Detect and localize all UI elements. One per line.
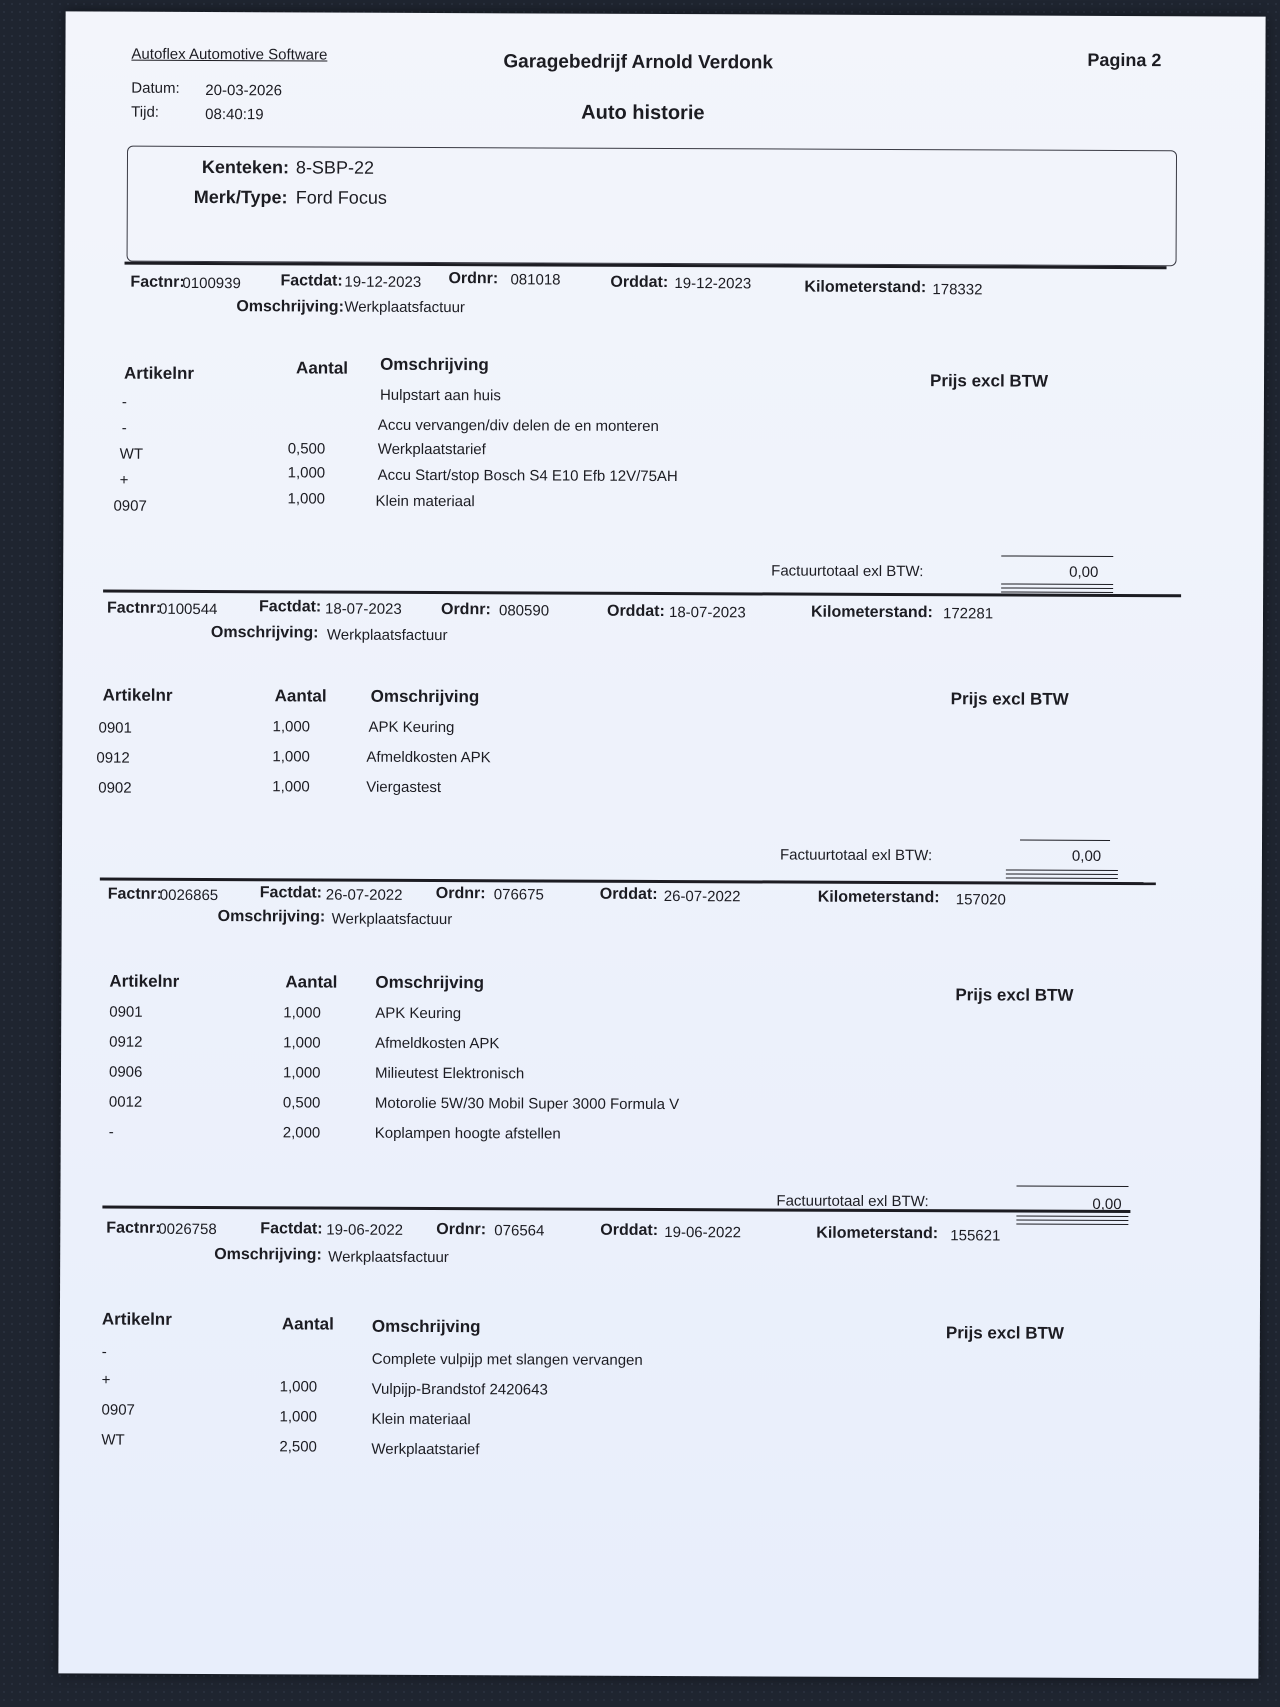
- col-header-omschrijving: Omschrijving: [370, 686, 480, 707]
- ordnr-label: Ordnr:: [435, 885, 486, 903]
- row-quantity: 1,000: [283, 1034, 321, 1052]
- divider: [102, 1206, 1130, 1213]
- row-description: Afmeldkosten APK: [366, 748, 491, 767]
- invoice-date: 26-07-2022: [325, 886, 403, 904]
- col-header-artikelnr: Artikelnr: [102, 685, 173, 705]
- row-artikelnr: 0902: [98, 779, 132, 797]
- date-label: Datum:: [131, 79, 180, 97]
- row-artikelnr: 0012: [108, 1093, 143, 1111]
- row-description: APK Keuring: [368, 718, 455, 737]
- col-header-prijs: Prijs excl BTW: [945, 1323, 1065, 1343]
- factdat-label: Factdat:: [280, 272, 343, 290]
- total-double-rule: [1006, 878, 1118, 879]
- order-number: 081018: [510, 271, 561, 289]
- km-label: Kilometerstand:: [810, 603, 933, 622]
- order-number: 080590: [498, 602, 550, 620]
- invoice-total: 0,00: [1069, 563, 1099, 581]
- row-quantity: 1,000: [279, 1378, 318, 1396]
- total-double-rule: [1001, 583, 1113, 584]
- col-header-prijs: Prijs excl BTW: [955, 985, 1074, 1005]
- garage-name: Garagebedrijf Arnold Verdonk: [503, 51, 774, 74]
- row-description: Koplampen hoogte afstellen: [374, 1124, 561, 1143]
- row-artikelnr: 0906: [108, 1063, 143, 1081]
- printed-report-page: [58, 11, 1265, 1678]
- invoice-total: 0,00: [1071, 847, 1102, 865]
- plate-label: Kenteken:: [201, 156, 290, 178]
- row-quantity: 0,500: [282, 1094, 321, 1112]
- orddat-label: Orddat:: [606, 602, 665, 621]
- col-header-aantal: Aantal: [296, 358, 349, 378]
- order-number: 076564: [494, 1222, 545, 1240]
- total-double-rule: [1016, 1216, 1128, 1217]
- row-quantity: 1,000: [279, 1408, 318, 1426]
- row-artikelnr: 0907: [101, 1401, 135, 1419]
- invoice-date: 18-07-2023: [324, 600, 402, 618]
- row-description: Klein materiaal: [375, 492, 475, 511]
- row-artikelnr: WT: [119, 445, 144, 463]
- invoice-date: 19-12-2023: [344, 273, 422, 291]
- total-label: Factuurtotaal exl BTW:: [776, 1192, 929, 1211]
- order-date: 26-07-2022: [663, 888, 741, 906]
- km-label: Kilometerstand:: [817, 888, 940, 907]
- row-quantity: 1,000: [282, 1064, 321, 1082]
- ordnr-label: Ordnr:: [440, 601, 491, 619]
- row-quantity: 1,000: [287, 490, 326, 508]
- page-number: Pagina 2: [1087, 49, 1162, 71]
- mileage: 157020: [955, 891, 1006, 909]
- orddat-label: Orddat:: [610, 273, 669, 292]
- omschrijving-label: Omschrijving:: [236, 298, 344, 316]
- invoice-number: 0100939: [182, 274, 241, 293]
- mileage: 172281: [942, 605, 994, 623]
- row-description: APK Keuring: [375, 1004, 462, 1023]
- omschrijving-label: Omschrijving:: [210, 624, 319, 642]
- total-double-rule: [1016, 1224, 1128, 1225]
- row-quantity: 2,500: [279, 1438, 317, 1456]
- col-header-aantal: Aantal: [274, 686, 327, 706]
- orddat-label: Orddat:: [599, 885, 658, 903]
- col-header-artikelnr: Artikelnr: [109, 971, 180, 991]
- vehicle-info-box: [127, 146, 1177, 267]
- row-description: Afmeldkosten APK: [375, 1034, 500, 1053]
- col-header-omschrijving: Omschrijving: [380, 354, 489, 375]
- col-header-omschrijving: Omschrijving: [375, 972, 485, 993]
- total-label: Factuurtotaal exl BTW:: [779, 846, 933, 865]
- total-rule: [1001, 555, 1113, 556]
- factdat-label: Factdat:: [260, 1220, 323, 1238]
- invoice-total: 0,00: [1092, 1195, 1122, 1214]
- vehicle-type: Ford Focus: [295, 187, 387, 208]
- omschrijving-label: Omschrijving:: [214, 1246, 322, 1264]
- row-artikelnr: -: [101, 1343, 107, 1361]
- invoice-description: Werkplaatsfactuur: [344, 298, 465, 317]
- invoice-description: Werkplaatsfactuur: [326, 626, 448, 645]
- report-title: Auto historie: [581, 101, 705, 125]
- row-description: Vulpijp-Brandstof 2420643: [371, 1380, 548, 1399]
- invoice-number: 0026865: [159, 886, 219, 905]
- invoice-number: 0026758: [158, 1220, 217, 1239]
- mileage: 155621: [950, 1227, 1001, 1245]
- ordnr-label: Ordnr:: [448, 270, 499, 288]
- row-description: Werkplaatstarief: [371, 1440, 480, 1459]
- total-double-rule: [1016, 1220, 1128, 1221]
- col-header-prijs: Prijs excl BTW: [929, 371, 1049, 391]
- col-header-aantal: Aantal: [285, 972, 338, 992]
- omschrijving-label: Omschrijving:: [217, 908, 326, 926]
- row-artikelnr: -: [108, 1123, 114, 1141]
- row-artikelnr: 0901: [98, 719, 132, 737]
- row-description: Milieutest Elektronisch: [374, 1064, 525, 1083]
- invoice-number: 0100544: [158, 600, 218, 619]
- order-date: 19-12-2023: [674, 275, 752, 293]
- km-label: Kilometerstand:: [816, 1224, 939, 1243]
- total-label: Factuurtotaal exl BTW:: [771, 562, 924, 581]
- row-artikelnr: -: [121, 419, 127, 437]
- total-double-rule: [1006, 870, 1118, 871]
- row-quantity: 0,500: [287, 440, 326, 458]
- row-artikelnr: -: [121, 393, 127, 411]
- row-description: Viergastest: [366, 778, 442, 797]
- row-artikelnr: WT: [101, 1431, 125, 1449]
- invoice-description: Werkplaatsfactuur: [331, 910, 453, 929]
- row-quantity: 1,000: [287, 464, 326, 482]
- row-artikelnr: 0901: [109, 1003, 143, 1021]
- license-plate: 8-SBP-22: [295, 157, 375, 178]
- row-quantity: 1,000: [272, 748, 310, 766]
- print-date: 20-03-2026: [205, 82, 283, 100]
- row-description: Motorolie 5W/30 Mobil Super 3000 Formula V: [374, 1094, 680, 1114]
- km-label: Kilometerstand:: [804, 278, 927, 297]
- orddat-label: Orddat:: [600, 1221, 659, 1239]
- row-quantity: 2,000: [282, 1124, 321, 1142]
- software-name: Autoflex Automotive Software: [131, 45, 328, 64]
- col-header-artikelnr: Artikelnr: [101, 1309, 172, 1329]
- invoice-block: [60, 1205, 1260, 1459]
- col-header-aantal: Aantal: [281, 1314, 334, 1334]
- row-artikelnr: 0907: [113, 497, 147, 515]
- row-artikelnr: +: [119, 471, 129, 489]
- col-header-omschrijving: Omschrijving: [371, 1316, 481, 1337]
- row-description: Complete vulpijp met slangen vervangen: [371, 1350, 643, 1369]
- factnr-label: Factnr:: [106, 599, 162, 617]
- row-artikelnr: 0912: [96, 749, 130, 767]
- factnr-label: Factnr:: [130, 273, 185, 291]
- row-description: Accu vervangen/div delen de en monteren: [377, 416, 659, 435]
- invoice-date: 19-06-2022: [326, 1221, 404, 1239]
- row-description: Hulpstart aan huis: [379, 386, 501, 405]
- invoice-description: Werkplaatsfactuur: [328, 1248, 449, 1267]
- col-header-prijs: Prijs excl BTW: [950, 689, 1069, 709]
- row-description: Werkplaatstarief: [377, 440, 486, 459]
- total-double-rule: [1006, 874, 1118, 875]
- total-double-rule: [1001, 587, 1113, 588]
- order-date: 19-06-2022: [664, 1224, 742, 1242]
- divider: [100, 878, 1156, 886]
- factnr-label: Factnr:: [107, 885, 163, 903]
- row-quantity: 1,000: [272, 718, 311, 736]
- print-time: 08:40:19: [205, 105, 264, 124]
- row-artikelnr: +: [101, 1371, 111, 1389]
- time-label: Tijd:: [131, 103, 160, 121]
- total-rule: [1017, 1186, 1129, 1187]
- row-quantity: 1,000: [272, 778, 310, 796]
- order-date: 18-07-2023: [668, 604, 746, 622]
- row-artikelnr: 0912: [109, 1033, 143, 1051]
- mileage: 178332: [932, 281, 983, 299]
- type-label: Merk/Type:: [193, 186, 288, 208]
- total-rule: [1020, 840, 1110, 841]
- order-number: 076675: [493, 886, 544, 904]
- row-description: Accu Start/stop Bosch S4 E10 Efb 12V/75AH: [377, 466, 678, 486]
- row-quantity: 1,000: [283, 1004, 321, 1022]
- ordnr-label: Ordnr:: [436, 1221, 487, 1239]
- row-description: Klein materiaal: [371, 1410, 471, 1429]
- factdat-label: Factdat:: [259, 884, 323, 902]
- factdat-label: Factdat:: [258, 598, 322, 616]
- factnr-label: Factnr:: [106, 1219, 161, 1237]
- col-header-artikelnr: Artikelnr: [124, 363, 195, 383]
